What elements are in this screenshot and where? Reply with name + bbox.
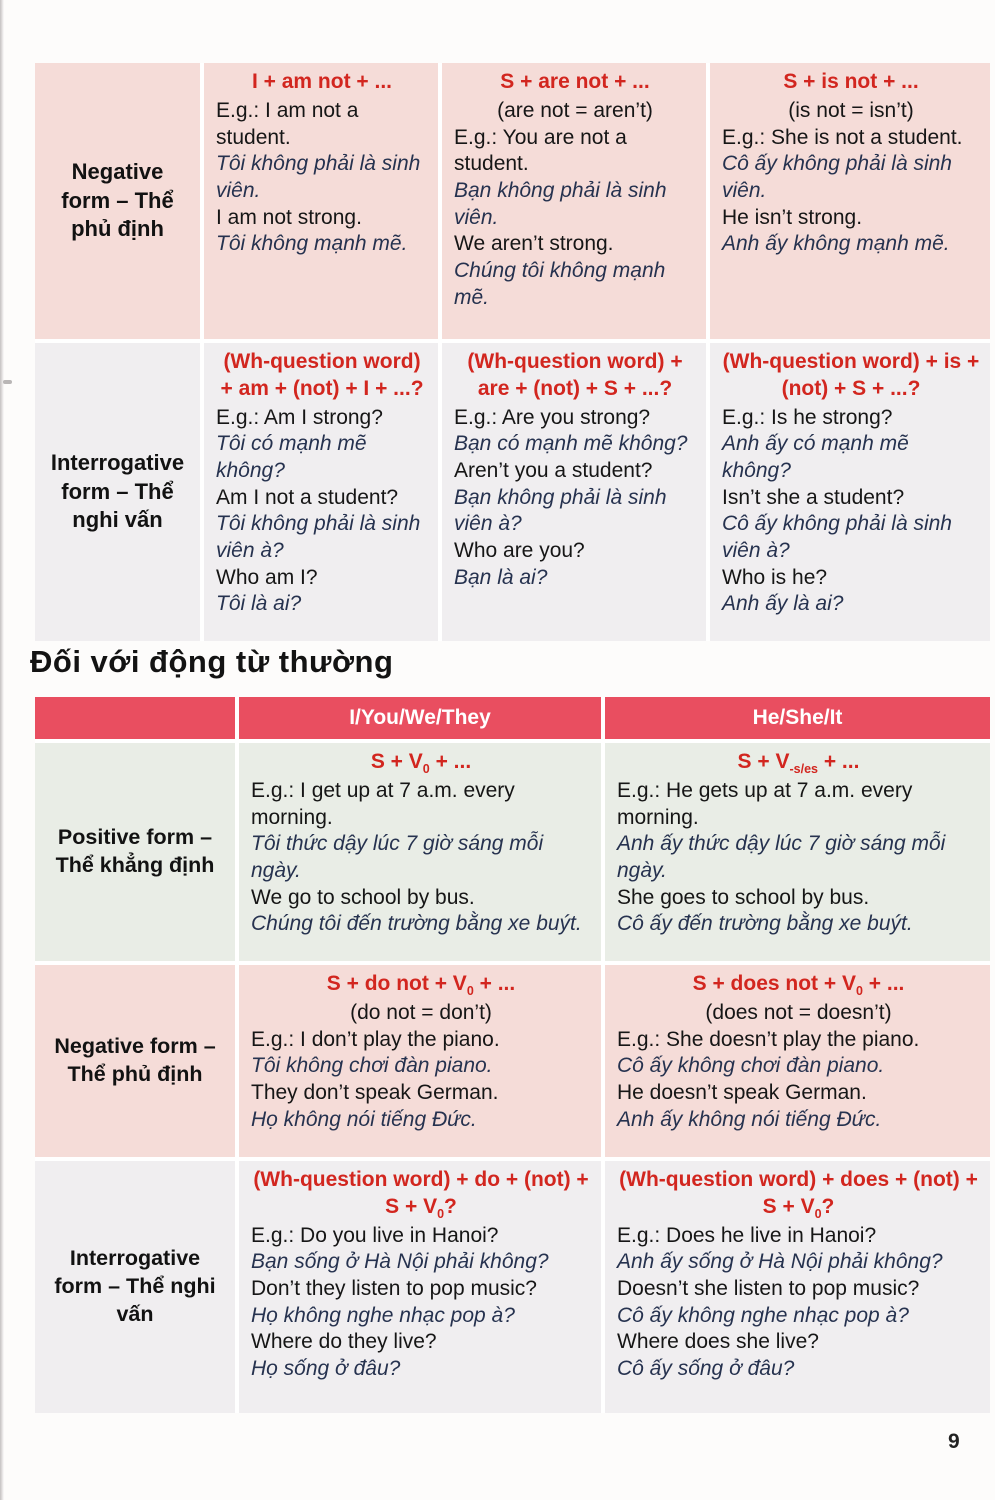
column-header-i-you-we-they: I/You/We/They — [239, 697, 601, 739]
formula-text — [617, 971, 980, 1000]
example-line-vi: Cô ấy không phải là sinh viên à? — [722, 512, 952, 562]
example-line-en: E.g.: Am I strong? — [216, 405, 383, 429]
formula-subscript: 0 — [856, 984, 863, 999]
formula-segment: (Wh-question word) + is + (not) + S + ...? — [722, 350, 980, 400]
formula-text — [454, 69, 696, 98]
formula-text — [251, 971, 591, 1000]
example-line-vi: Bạn là ai? — [454, 565, 548, 589]
scan-edge-shadow — [0, 0, 4, 1500]
formula-segment: S + do not + V — [326, 972, 467, 995]
formula-segment: + ... — [473, 972, 516, 995]
scan-artifact — [3, 380, 12, 384]
formula-segment: ? — [821, 1194, 835, 1218]
example-line-vi: Tôi không phải là sinh viên. — [216, 152, 421, 203]
column-header-blank — [35, 697, 235, 739]
formula-text — [454, 349, 696, 405]
example-line-en: E.g.: He gets up at 7 a.m. every morning. — [617, 779, 913, 829]
example-line-vi: Tôi không chơi đàn piano. — [251, 1054, 493, 1078]
example-line-en: E.g.: I am not a student. — [216, 99, 359, 149]
regular-verb-forms-table — [35, 697, 990, 1413]
formula-segment: + ... — [818, 750, 860, 773]
example-line-en: He isn’t strong. — [722, 205, 863, 229]
example-line-en: E.g.: Is he strong? — [722, 405, 893, 429]
formula-segment: ? — [444, 1194, 457, 1218]
example-line-vi: Cô ấy không nghe nhạc pop à? — [617, 1303, 909, 1327]
formula-text — [251, 1167, 591, 1223]
cell-positive-singular — [605, 743, 990, 961]
example-line-vi: Anh ấy không nói tiếng Đức. — [617, 1107, 882, 1131]
example-line-vi: Bạn không phải là sinh viên. — [454, 179, 667, 229]
example-line-en: She goes to school by bus. — [617, 885, 870, 909]
example-line-en: Doesn’t she listen to pop music? — [617, 1277, 920, 1301]
example-line-en: He doesn’t speak German. — [617, 1081, 867, 1105]
contraction-note: (do not = don’t) — [350, 1001, 492, 1025]
formula-segment: (Wh-question word) + am + (not) + I + ...? — [220, 350, 424, 400]
row-label-positive: Positive form – Thể khẳng định — [35, 743, 235, 961]
formula-segment: + ... — [429, 750, 472, 773]
example-line-vi: Anh ấy không mạnh mẽ. — [722, 232, 950, 256]
formula-text — [251, 749, 591, 778]
cell-positive-plural — [239, 743, 601, 961]
formula-segment: (Wh-question word) + do + (not) + S + V — [253, 1168, 589, 1218]
contraction-note: (is not = isn’t) — [788, 99, 914, 123]
example-line-vi: Họ không nghe nhạc pop à? — [251, 1303, 515, 1327]
example-line-vi: Anh ấy có mạnh mẽ không? — [722, 432, 909, 483]
example-line-en: Am I not a student? — [216, 485, 399, 509]
example-line-en: Don’t they listen to pop music? — [251, 1277, 537, 1301]
example-line-vi: Bạn có mạnh mẽ không? — [454, 432, 688, 456]
example-line-vi: Cô ấy sống ở đâu? — [617, 1357, 795, 1380]
row-label-negative-be: Negative form – Thể phủ định — [35, 63, 200, 339]
contraction-note: (does not = doesn’t) — [705, 1001, 892, 1025]
example-line-en: Who are you? — [454, 539, 585, 562]
example-line-en: E.g.: I get up at 7 a.m. every morning. — [251, 779, 515, 829]
example-line-en: E.g.: She is not a student. — [722, 125, 963, 149]
contraction-note: (are not = aren’t) — [497, 99, 653, 123]
formula-segment: + ... — [862, 972, 905, 995]
formula-text — [617, 749, 980, 778]
cell-negative-does — [605, 965, 990, 1157]
formula-text — [617, 1167, 980, 1223]
formula-text — [216, 349, 428, 405]
column-header-he-she-it: He/She/It — [605, 697, 990, 739]
example-line-en: E.g.: You are not a student. — [454, 125, 627, 176]
example-line-vi: Tôi không mạnh mẽ. — [216, 232, 408, 256]
formula-segment: S + V — [737, 750, 790, 773]
example-line-vi: Bạn không phải là sinh viên à? — [454, 485, 667, 536]
formula-segment: S + V — [370, 750, 423, 773]
example-line-en: Isn’t she a student? — [722, 485, 905, 509]
formula-subscript: 0 — [814, 1206, 822, 1221]
example-line-en: Who is he? — [722, 565, 828, 589]
example-line-en: I am not strong. — [216, 205, 362, 229]
cell-interrogative-is — [710, 343, 990, 641]
example-line-vi: Cô ấy đến trường bằng xe buýt. — [617, 912, 913, 936]
formula-segment: S + is not + ... — [783, 70, 919, 93]
example-line-vi: Cô ấy không chơi đàn piano. — [617, 1054, 885, 1078]
example-line-en: Where does she live? — [617, 1330, 819, 1354]
cell-negative-do — [239, 965, 601, 1157]
example-line-en: E.g.: Are you strong? — [454, 405, 651, 429]
formula-segment: (Wh-question word) + are + (not) + S + ...? — [467, 350, 683, 400]
formula-segment: I + am not + ... — [251, 70, 393, 93]
example-line-vi: Họ sống ở đâu? — [251, 1357, 401, 1380]
cell-interrogative-does — [605, 1161, 990, 1413]
formula-subscript: 0 — [466, 984, 474, 999]
formula-text — [216, 69, 428, 98]
example-line-en: We go to school by bus. — [251, 885, 475, 909]
formula-text — [722, 69, 980, 98]
example-line-vi: Anh ấy sống ở Hà Nội phải không? — [617, 1250, 943, 1274]
formula-segment: S + does not + V — [692, 972, 856, 995]
formula-subscript: 0 — [422, 762, 430, 777]
example-line-vi: Tôi không phải là sinh viên à? — [216, 512, 421, 562]
example-line-en: We aren’t strong. — [454, 232, 614, 256]
cell-negative-am — [204, 63, 438, 339]
example-line-en: E.g.: I don’t play the piano. — [251, 1027, 500, 1051]
example-line-vi: Cô ấy không phải là sinh viên. — [722, 152, 952, 203]
row-label-negative: Negative form – Thể phủ định — [35, 965, 235, 1157]
row-label-interrogative: Interrogative form – Thể nghi vấn — [35, 1161, 235, 1413]
formula-text — [722, 349, 980, 405]
example-line-vi: Bạn sống ở Hà Nội phải không? — [251, 1250, 549, 1274]
formula-segment: S + are not + ... — [500, 70, 650, 93]
cell-interrogative-do — [239, 1161, 601, 1413]
cell-interrogative-am — [204, 343, 438, 641]
example-line-en: They don’t speak German. — [251, 1081, 499, 1105]
example-line-en: Who am I? — [216, 565, 318, 589]
example-line-vi: Tôi thức dậy lúc 7 giờ sáng mỗi ngày. — [251, 832, 544, 883]
example-line-en: Aren’t you a student? — [454, 459, 653, 483]
example-line-en: E.g.: She doesn’t play the piano. — [617, 1027, 920, 1051]
cell-negative-are — [442, 63, 706, 339]
example-line-vi: Tôi là ai? — [216, 592, 302, 616]
cell-negative-is — [710, 63, 990, 339]
example-line-en: E.g.: Does he live in Hanoi? — [617, 1223, 877, 1247]
page-number: 9 — [948, 1430, 960, 1453]
example-line-en: E.g.: Do you live in Hanoi? — [251, 1223, 499, 1247]
example-line-vi: Tôi có mạnh mẽ không? — [216, 432, 367, 483]
to-be-forms-table — [35, 63, 990, 641]
row-label-interrogative-be: Interrogative form – Thể nghi vấn — [35, 343, 200, 641]
example-line-vi: Anh ấy là ai? — [722, 592, 844, 616]
cell-interrogative-are — [442, 343, 706, 641]
example-line-en: Where do they live? — [251, 1330, 437, 1354]
example-line-vi: Chúng tôi không mạnh mẽ. — [454, 259, 666, 309]
example-line-vi: Họ không nói tiếng Đức. — [251, 1107, 477, 1131]
formula-subscript: -s/es — [789, 762, 818, 777]
example-line-vi: Chúng tôi đến trường bằng xe buýt. — [251, 912, 582, 936]
section-heading: Đối với động từ thường — [30, 644, 394, 679]
example-line-vi: Anh ấy thức dậy lúc 7 giờ sáng mỗi ngày. — [617, 832, 946, 883]
formula-segment: (Wh-question word) + does + (not) + S + V — [619, 1168, 978, 1218]
formula-subscript: 0 — [437, 1206, 445, 1221]
